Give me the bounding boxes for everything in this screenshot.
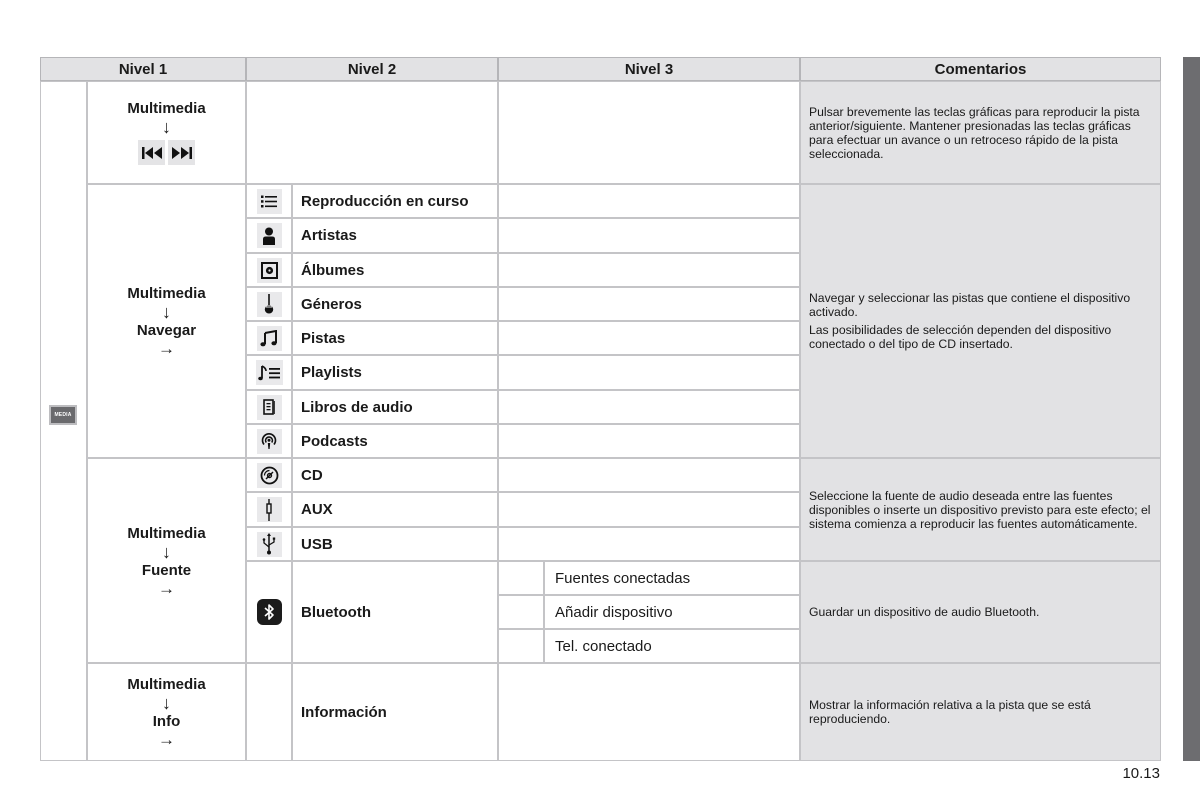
guitar-icon[interactable] bbox=[246, 287, 292, 321]
nav-item-playlists[interactable]: Playlists bbox=[292, 355, 498, 390]
cd-icon[interactable] bbox=[246, 458, 292, 492]
info-item-informacion[interactable]: Información bbox=[292, 663, 498, 761]
source-level3-empty bbox=[498, 458, 800, 492]
aux-jack-icon[interactable] bbox=[246, 492, 292, 527]
media-button-icon[interactable] bbox=[49, 405, 77, 425]
playlist-icon[interactable] bbox=[246, 355, 292, 390]
source-item-aux[interactable]: AUX bbox=[292, 492, 498, 527]
bt-fuentes-conectadas[interactable]: Fuentes conectadas bbox=[544, 561, 800, 595]
audiobook-icon[interactable] bbox=[246, 390, 292, 424]
nav-level3-empty bbox=[498, 390, 800, 424]
multimedia-comment bbox=[800, 81, 1161, 184]
nav-item-libros[interactable]: Libros de audio bbox=[292, 390, 498, 424]
info-path-cell bbox=[87, 663, 246, 761]
nav-level3-empty bbox=[498, 355, 800, 390]
page-number: 10.13 bbox=[1122, 765, 1160, 782]
bt-anadir-dispositivo[interactable]: Añadir dispositivo bbox=[544, 595, 800, 629]
fuente-comment bbox=[800, 458, 1161, 561]
nav-item-reproduccion[interactable]: Reproducción en curso bbox=[292, 184, 498, 218]
down-arrow-icon: ↓ bbox=[162, 117, 171, 137]
bluetooth-sub-empty bbox=[498, 629, 544, 663]
usb-icon[interactable] bbox=[246, 527, 292, 561]
fuente-comment-text: Seleccione la fuente de audio deseada entre las fuentes disponibles o inserte un dispositivo previsto para este efecto; el sistema comienza a reproducir las fuentes automáticamente. bbox=[809, 488, 1151, 531]
level1-label: Multimedia bbox=[127, 100, 206, 117]
nav-level3-empty bbox=[498, 218, 800, 253]
navegar-path-cell bbox=[87, 184, 246, 458]
info-label: Info bbox=[152, 713, 181, 730]
bluetooth-sub-empty bbox=[498, 561, 544, 595]
nav-level3-empty bbox=[498, 321, 800, 355]
next-track-icon[interactable] bbox=[168, 140, 195, 165]
navegar-comment bbox=[800, 184, 1161, 458]
chapter-tab bbox=[1183, 57, 1200, 761]
source-item-usb[interactable]: USB bbox=[292, 527, 498, 561]
right-arrow-icon: → bbox=[158, 578, 175, 598]
bt-tel-conectado[interactable]: Tel. conectado bbox=[544, 629, 800, 663]
multimedia-comment-text: Pulsar brevemente las teclas gráficas para reproducir la pista anterior/siguiente. Mantener presionadas las teclas gráficas para efectuar un avance o un retroceso rápido de la pista seleccionada. bbox=[809, 104, 1140, 161]
info-level3-empty bbox=[498, 663, 800, 761]
navegar-label: Navegar bbox=[136, 322, 197, 339]
podcast-icon[interactable] bbox=[246, 424, 292, 458]
nav-level3-empty bbox=[498, 287, 800, 321]
level1-label: Multimedia bbox=[127, 524, 206, 542]
source-item-cd[interactable]: CD bbox=[292, 458, 498, 492]
nav-level3-empty bbox=[498, 424, 800, 458]
multimedia-level3-empty bbox=[498, 81, 800, 184]
nav-item-artistas[interactable]: Artistas bbox=[292, 218, 498, 253]
down-arrow-icon: ↓ bbox=[162, 302, 171, 322]
info-icon-empty bbox=[246, 663, 292, 761]
navegar-comment-text-1: Navegar y seleccionar las pistas que contiene el dispositivo activado. bbox=[809, 291, 1131, 319]
right-arrow-icon: → bbox=[158, 339, 175, 358]
header-nivel1: Nivel 1 bbox=[40, 57, 246, 81]
source-item-bluetooth[interactable]: Bluetooth bbox=[292, 561, 498, 663]
header-comentarios: Comentarios bbox=[800, 57, 1161, 81]
artist-icon[interactable] bbox=[246, 218, 292, 253]
previous-track-icon[interactable] bbox=[138, 140, 165, 165]
multimedia-path-cell bbox=[87, 81, 246, 184]
level1-label: Multimedia bbox=[127, 285, 206, 302]
source-level3-empty bbox=[498, 527, 800, 561]
nav-level3-empty bbox=[498, 253, 800, 287]
info-comment bbox=[800, 663, 1161, 761]
list-icon[interactable] bbox=[246, 184, 292, 218]
multimedia-level2-empty bbox=[246, 81, 498, 184]
bluetooth-icon[interactable] bbox=[246, 561, 292, 663]
header-nivel2: Nivel 2 bbox=[246, 57, 498, 81]
down-arrow-icon: ↓ bbox=[162, 693, 171, 713]
right-arrow-icon: → bbox=[158, 730, 175, 749]
info-comment-text: Mostrar la información relativa a la pista que se está reproduciendo. bbox=[809, 698, 1091, 726]
bluetooth-comment bbox=[800, 561, 1161, 663]
fuente-path-cell bbox=[87, 458, 246, 663]
nav-item-generos[interactable]: Géneros bbox=[292, 287, 498, 321]
bluetooth-sub-empty bbox=[498, 595, 544, 629]
nav-item-pistas[interactable]: Pistas bbox=[292, 321, 498, 355]
level1-label: Multimedia bbox=[127, 676, 206, 693]
music-note-icon[interactable] bbox=[246, 321, 292, 355]
nav-level3-empty bbox=[498, 184, 800, 218]
nav-item-albumes[interactable]: Álbumes bbox=[292, 253, 498, 287]
nav-item-podcasts[interactable]: Podcasts bbox=[292, 424, 498, 458]
fuente-label: Fuente bbox=[141, 561, 192, 579]
bluetooth-comment-text: Guardar un dispositivo de audio Bluetooth. bbox=[809, 605, 1040, 619]
source-level3-empty bbox=[498, 492, 800, 527]
navegar-comment-text-2: Las posibilidades de selección dependen del dispositivo conectado o del tipo de CD insertado. bbox=[809, 323, 1112, 351]
album-icon[interactable] bbox=[246, 253, 292, 287]
down-arrow-icon: ↓ bbox=[162, 541, 171, 562]
media-badge-text: MEDIA bbox=[54, 412, 72, 418]
header-nivel3: Nivel 3 bbox=[498, 57, 800, 81]
